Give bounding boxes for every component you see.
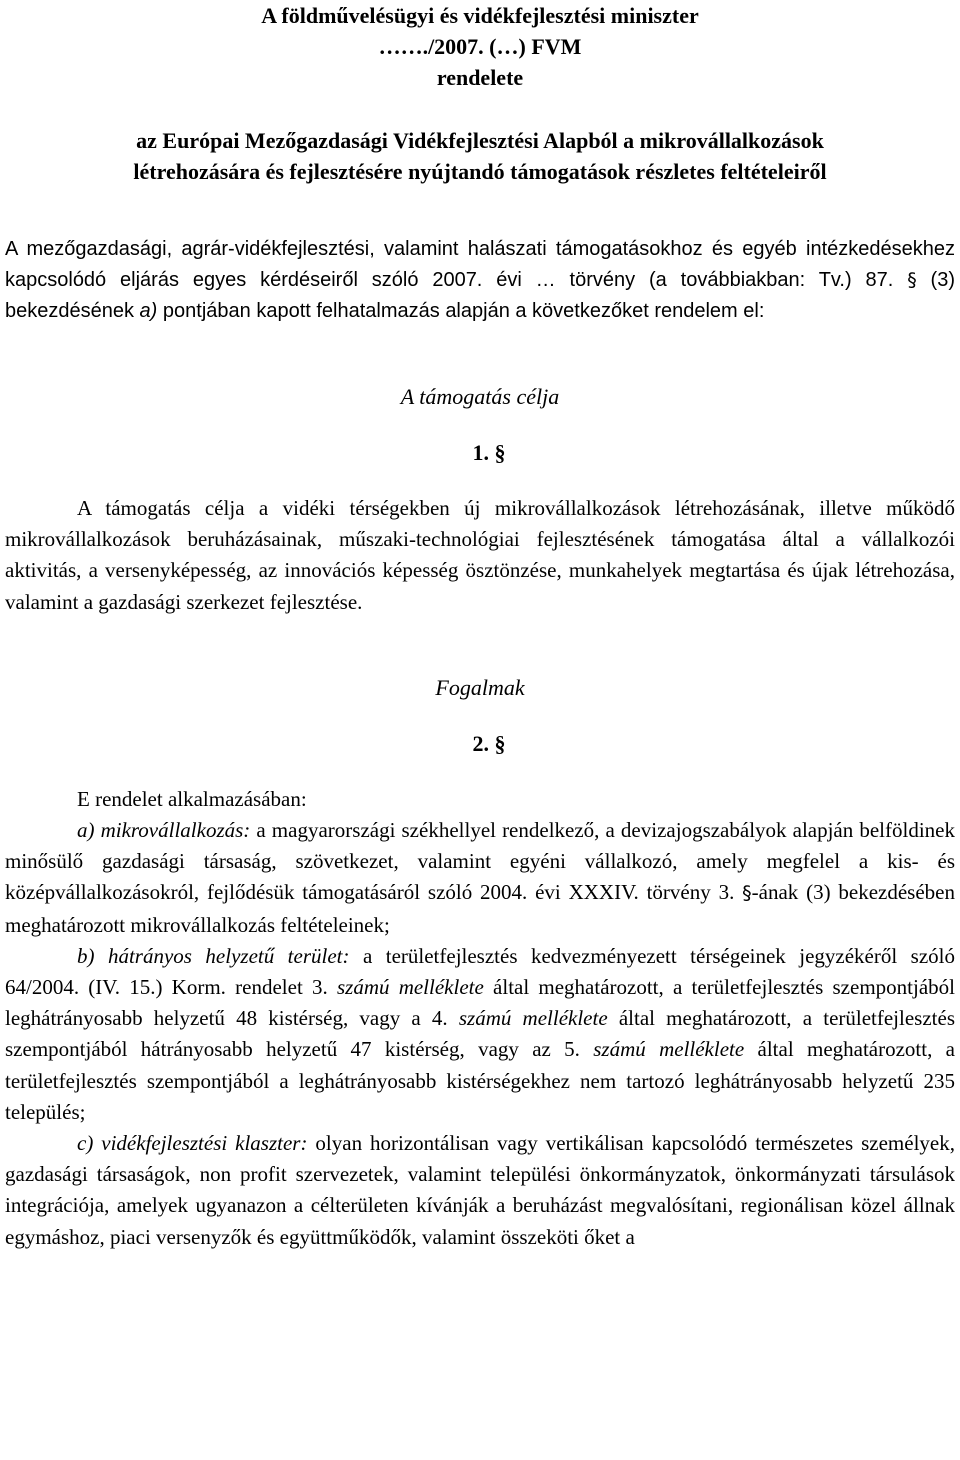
definitions-intro: E rendelet alkalmazásában: (77, 786, 307, 811)
decree-issuer: A földművelésügyi és vidékfejlesztési miniszter (261, 3, 699, 28)
preamble-text-3: pontjában kapott felhatalmazás alapján a következőket rendelem el: (157, 300, 765, 322)
section-title-purpose: A támogatás célja (400, 384, 560, 409)
definition-c-text: olyan horizontálisan vagy vertikálisan kapcsolódó természetes személyek, gazdasági társaságok, non profit szervezetek, valamint települési önkormányzatok, önkormányzati társulások integrációja, amelyek ugyanazon a célterületen kívánják a beruházást megvalósítani, regionálisan közel állnak egymáshoz, piaci versenyzők és együttműködők, valamint összeköti őket a (5, 1131, 955, 1249)
definition-b-annex-2: számú melléklete (458, 1006, 608, 1031)
definition-b (5, 941, 955, 1128)
definition-b-text-3: által meghatározott, a területfejlesztés szempontjából hátrányosabb helyzetű 47 kistérség, vagy az 5. (5, 1006, 955, 1062)
definition-c (5, 1128, 955, 1253)
preamble (5, 234, 955, 327)
section-sign-icon: § (494, 440, 506, 465)
decree-type: rendelete (436, 65, 524, 90)
decree-subject-line-1: az Európai Mezőgazdasági Vidékfejlesztési Alapból a mikrovállalkozások (136, 128, 824, 153)
section-title-definitions: Fogalmak (435, 674, 525, 700)
definition-b-annex-3: számú melléklete (593, 1037, 745, 1062)
definition-a-text-1: a magyarországi székhellyel rendelkező, a devizajogszabályok alapján belföldinek minősülő gazdasági társaság, szövetkezet, valamint egyéni vállalkozó, amely megfelel a kis- és középvállalkozásokról, fejlődésük támogatásáról szóló 2004. évi XXXIV. törvény 3. (5, 818, 955, 905)
paragraph-number-1 (5, 437, 955, 468)
definition-c-term: c) vidékfejlesztési klaszter: (77, 1131, 308, 1156)
decree-subject-line-2: létrehozására és fejlesztésére nyújtandó támogatások részletes feltételeiről (133, 159, 827, 184)
paragraph-number-2 (5, 728, 955, 759)
paragraph-number-2-text: 2. (472, 730, 495, 756)
definition-a (5, 815, 955, 941)
preamble-text-2: (3) bekezdésének (5, 269, 955, 322)
section-sign-icon: § (907, 269, 917, 291)
paragraph-number-1-text: 1. (472, 440, 495, 465)
definition-a-term: a) mikrovállalkozás: (77, 818, 251, 843)
paragraph-1-text: A támogatás célja a vidéki térségekben új mikrovállalkozások létrehozásának, illetve működő mikrovállalkozások beruházásainak, műszaki-technológiai fejlesztésének támogatása által a vállalkozói aktivitás, a versenyképesség, az innovációs képesség ösztönzése, munkahelyek megtartása és újak létrehozása, valamint a gazdasági szerkezet fejlesztése. (5, 496, 955, 614)
definition-b-annex-1: számú melléklete (336, 975, 484, 1000)
document-page (5, 0, 955, 1253)
definition-b-term: b) hátrányos helyzetű terület: (77, 943, 350, 968)
section-sign-icon: § (494, 730, 506, 756)
decree-subject (5, 125, 955, 187)
preamble-point: a) (139, 300, 158, 322)
definition-a-text-2: -ának (3) bekezdésében meghatározott mikrovállalkozás feltételeinek; (5, 880, 955, 937)
section-sign-icon: § (742, 882, 752, 905)
definition-b-text-2: által meghatározott, a területfejlesztés szempontjából leghátrányosabb helyzetű 48 kistérség, vagy a 4. (5, 975, 955, 1031)
definition-b-text-1: a területfejlesztés kedvezményezett térségeinek jegyzékéről szóló 64/2004. (IV. 15.) Korm. rendelet 3. (5, 943, 955, 1000)
preamble-text-1: A mezőgazdasági, agrár-vidékfejlesztési, valamint halászati támogatásokhoz és egyéb intézkedésekhez kapcsolódó eljárás egyes kérdéseiről szóló 2007. évi … törvény (a továbbiakban: Tv.) 87. (5, 238, 955, 291)
definition-b-text-4: által meghatározott, a területfejlesztés szempontjából a leghátrányosabb kistérségekhez nem tartozó leghátrányosabb helyzetű 235 település; (5, 1037, 955, 1124)
decree-number: ……./2007. (…) FVM (378, 34, 582, 59)
